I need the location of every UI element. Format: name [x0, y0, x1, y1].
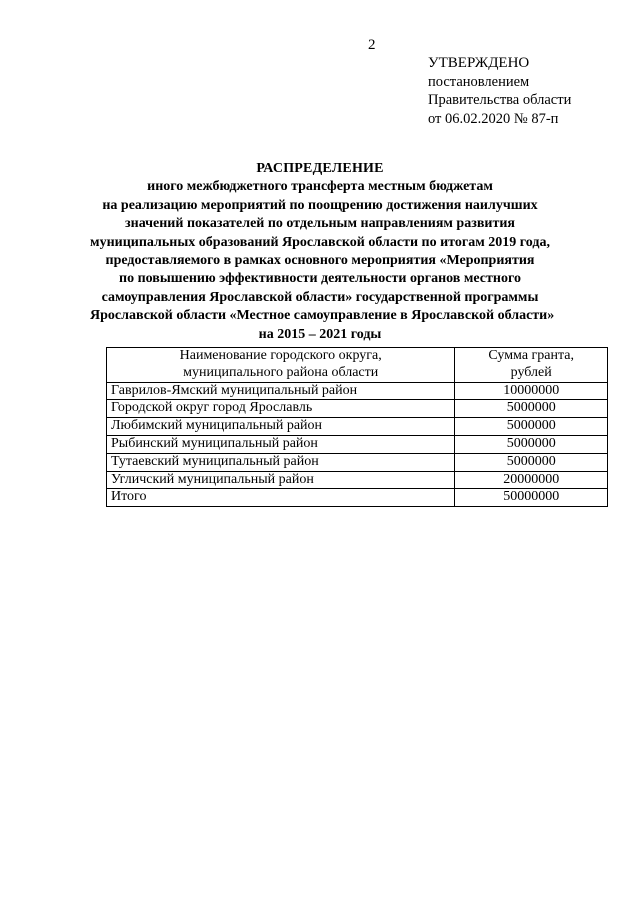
header-amount-line1: Сумма гранта,: [488, 348, 574, 363]
municipality-name: Рыбинский муниципальный район: [107, 435, 455, 453]
title-line: на 2015 – 2021 годы: [258, 326, 382, 342]
municipality-name: Угличский муниципальный район: [107, 471, 455, 489]
grant-amount: 5000000: [455, 400, 608, 418]
table-row: [107, 435, 608, 453]
municipality-name: Тутаевский муниципальный район: [107, 453, 455, 471]
title-line: на реализацию мероприятий по поощрению достижения наилучших: [102, 197, 538, 213]
table-total-row: [107, 489, 608, 507]
grant-amount: 5000000: [455, 453, 608, 471]
header-municipality-line1: Наименование городского округа,: [179, 348, 382, 363]
municipality-name: Городской округ город Ярославль: [107, 400, 455, 418]
title-line: муниципальных образований Ярославской области по итогам 2019 года,: [90, 234, 550, 250]
page-number: 2: [368, 37, 376, 53]
table-row: [107, 453, 608, 471]
approval-line-approved: УТВЕРЖДЕНО: [428, 55, 530, 71]
header-grant-amount: [455, 348, 608, 383]
title-line: Ярославской области «Местное самоуправление в Ярославской области»: [90, 308, 555, 324]
approval-stamp: [428, 54, 571, 128]
grant-amount: 5000000: [455, 418, 608, 436]
approval-line-government: Правительства области: [428, 92, 572, 108]
grants-table: [106, 347, 608, 507]
document-title: [90, 160, 555, 344]
table-header-row: [107, 348, 608, 383]
municipality-name: Любимский муниципальный район: [107, 418, 455, 436]
municipality-name: Гаврилов-Ямский муниципальный район: [107, 382, 455, 400]
header-municipality: [107, 348, 455, 383]
title-heading: РАСПРЕДЕЛЕНИЕ: [256, 161, 384, 176]
header-amount-line2: рублей: [510, 364, 552, 380]
table-row: [107, 382, 608, 400]
title-line: предоставляемого в рамках основного мероприятия «Мероприятия: [105, 253, 535, 269]
title-line: иного межбюджетного трансферта местным бюджетам: [147, 179, 493, 195]
table-row: [107, 418, 608, 436]
title-line: значений показателей по отдельным направлениям развития: [125, 216, 515, 232]
approval-line-date-number: от 06.02.2020 № 87-п: [428, 110, 559, 127]
approval-line-resolution: постановлением: [428, 73, 530, 90]
total-amount: 50000000: [455, 489, 608, 507]
table-row: [107, 471, 608, 489]
header-municipality-line2: муниципального района области: [183, 364, 379, 380]
title-line: самоуправления Ярославской области» государственной программы: [101, 289, 539, 305]
grant-amount: 5000000: [455, 435, 608, 453]
title-line: по повышению эффективности деятельности органов местного: [119, 271, 521, 287]
total-label: Итого: [107, 489, 455, 507]
grant-amount: 10000000: [455, 382, 608, 400]
table-row: [107, 400, 608, 418]
grant-amount: 20000000: [455, 471, 608, 489]
